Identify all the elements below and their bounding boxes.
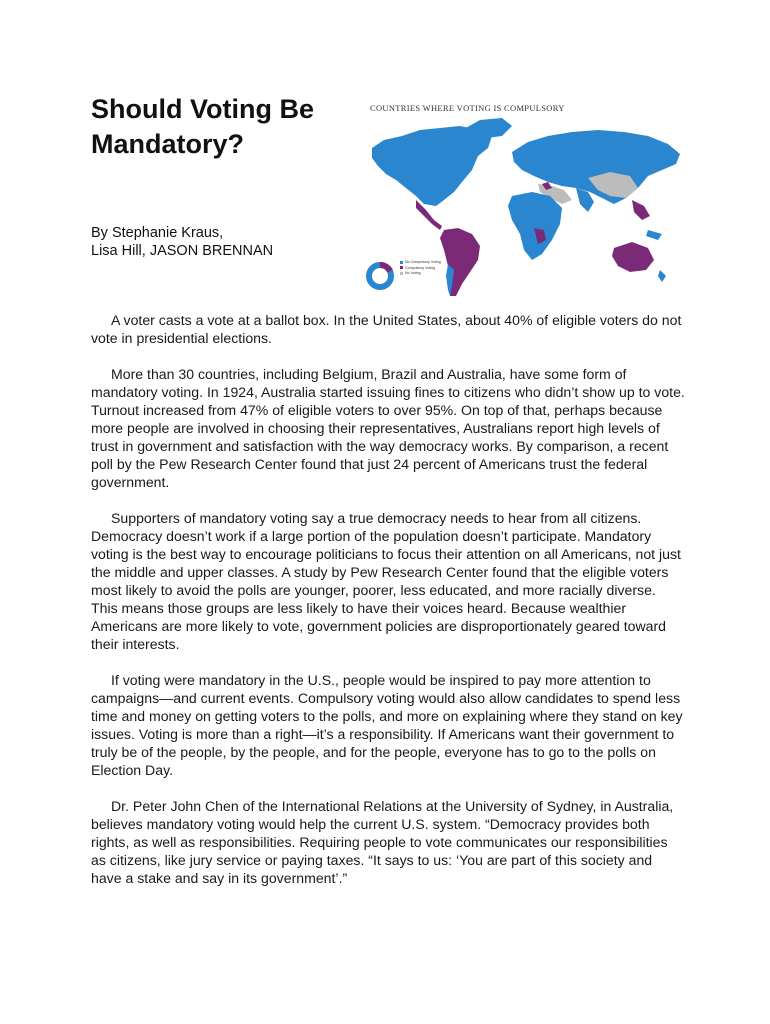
- legend-swatch: [400, 272, 403, 275]
- article-paragraph-5: Dr. Peter John Chen of the International Relations at the University of Sydney, in Australia, believes mandatory voting would help the current U.S. system. “Democracy provides both rights, as well as responsibilities. Requiring people to vote communicates our responsibilities as citizens, like jury service or paying taxes. “It says to us: ‘You are part of this society and have a stake and say in its government’.”: [91, 798, 674, 886]
- legend-item-compulsory: [400, 266, 448, 270]
- legend-item-no-compulsory: [400, 260, 448, 264]
- byline: [91, 224, 273, 260]
- article-paragraph-2: More than 30 countries, including Belgium, Brazil and Australia, have some form of mandatory voting. In 1924, Australia started issuing fines to citizens who didn’t show up to vote. Turnout increased from 47% of eligible voters to over 95%. On top of that, perhaps because more people are involved in choosing their representatives, Australians report high levels of trust in government and satisfaction with the way democracy works. By comparison, a recent poll by the Pew Research Center found that just 24 percent of Americans trust the federal government.: [91, 366, 685, 490]
- byline-line-1: By Stephanie Kraus,: [91, 225, 224, 241]
- legend-label: No Voting: [405, 271, 421, 275]
- byline-line-2: Lisa Hill, JASON BRENNAN: [91, 243, 274, 259]
- article-paragraph-4: If voting were mandatory in the U.S., people would be inspired to pay more attention to campaigns—and current events. Compulsory voting would also allow candidates to spend less time and money on getting voters to the polls, and more on explaining where they stand on key issues. Voting is more than a right—it’s a responsibility. If Americans want their government to truly be of the people, by the people, and for the people, everyone has to go to the polls on Election Day.: [91, 672, 683, 778]
- article-body: [91, 311, 686, 905]
- legend-swatch: [400, 261, 403, 264]
- compulsory-voting-map: [362, 100, 687, 300]
- legend-item-no-voting: [400, 271, 448, 275]
- article-paragraph-1: A voter casts a vote at a ballot box. In the United States, about 40% of eligible voters do not vote in presidential elections.: [91, 312, 682, 346]
- legend-label: Compulsory Voting: [405, 265, 436, 270]
- north-america-region: [372, 118, 512, 230]
- map-caption: COUNTRIES WHERE VOTING IS COMPULSORY: [370, 103, 565, 113]
- legend-swatch: [400, 266, 403, 269]
- article-title: Should Voting Be Mandatory?: [91, 94, 314, 159]
- africa-region: [508, 192, 562, 260]
- legend-label: No Compulsory Voting: [405, 260, 441, 264]
- article-paragraph-3: Supporters of mandatory voting say a true democracy needs to hear from all citizens. Democracy doesn’t work if a large portion of the population doesn’t participate. Mandatory voting is the best way to encourage politicians to focus their attention on all Americans, not just the middle and upper classes. A study by Pew Research Center found that the eligible voters most likely to avoid the polls are younger, poorer, less educated, and more racially diverse. This means those groups are less likely to have their voices heard. Because wealthier Americans are more likely to vote, government policies are disproportionately geared toward their interests.: [91, 510, 681, 652]
- map-legend: [400, 260, 448, 277]
- oceania-region: [612, 230, 666, 282]
- legend-donut: [369, 265, 391, 287]
